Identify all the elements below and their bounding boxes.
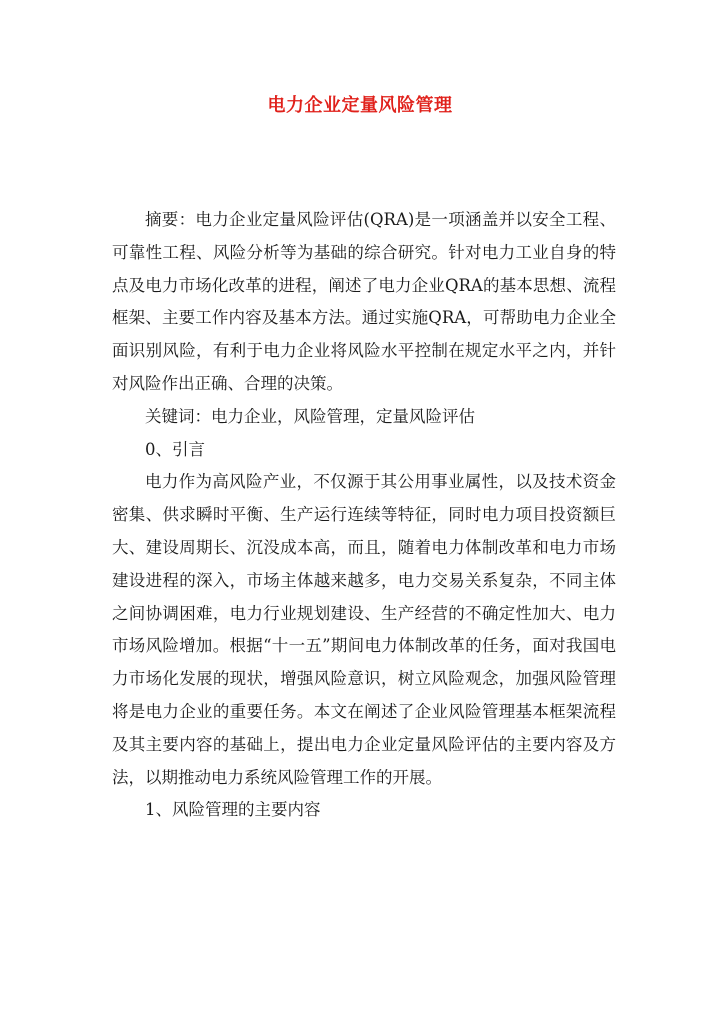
document-body — [112, 204, 616, 827]
keywords-paragraph: 关键词：电力企业，风险管理，定量风险评估 — [145, 406, 475, 426]
section-1-heading: 1、风险管理的主要内容 — [145, 800, 321, 820]
abstract-paragraph: 摘要：电力企业定量风险评估(QRA)是一项涵盖并以安全工程、可靠性工程、风险分析等为基础的综合研究。针对电力工业自身的特点及电力市场化改革的进程，阐述了电力企业QRA的基本思想、流程框架、主要工作内容及基本方法。通过实施QRA，可帮助电力企业全面识别风险，有利于电力企业将风险水平控制在规定水平之内，并针对风险作出正确、合理的决策。 — [112, 210, 616, 393]
section-0-heading: 0、引言 — [145, 439, 205, 459]
document-title: 电力企业定量风险管理 — [267, 95, 453, 116]
introduction-paragraph: 电力作为高风险产业，不仅源于其公用事业属性，以及技术资金密集、供求瞬时平衡、生产运行连续等特征，同时电力项目投资额巨大、建设周期长、沉没成本高，而且，随着电力体制改革和电力市场建设进程的深入，市场主体越来越多，电力交易关系复杂，不同主体之间协调困难，电力行业规划建设、生产经营的不确定性加大、电力市场风险增加。根据“十一五”期间电力体制改革的任务，面对我国电力市场化发展的现状，增强风险意识，树立风险观念，加强风险管理将是电力企业的重要任务。本文在阐述了企业风险管理基本框架流程及其主要内容的基础上，提出电力企业定量风险评估的主要内容及方法，以期推动电力系统风险管理工作的开展。 — [112, 472, 616, 787]
